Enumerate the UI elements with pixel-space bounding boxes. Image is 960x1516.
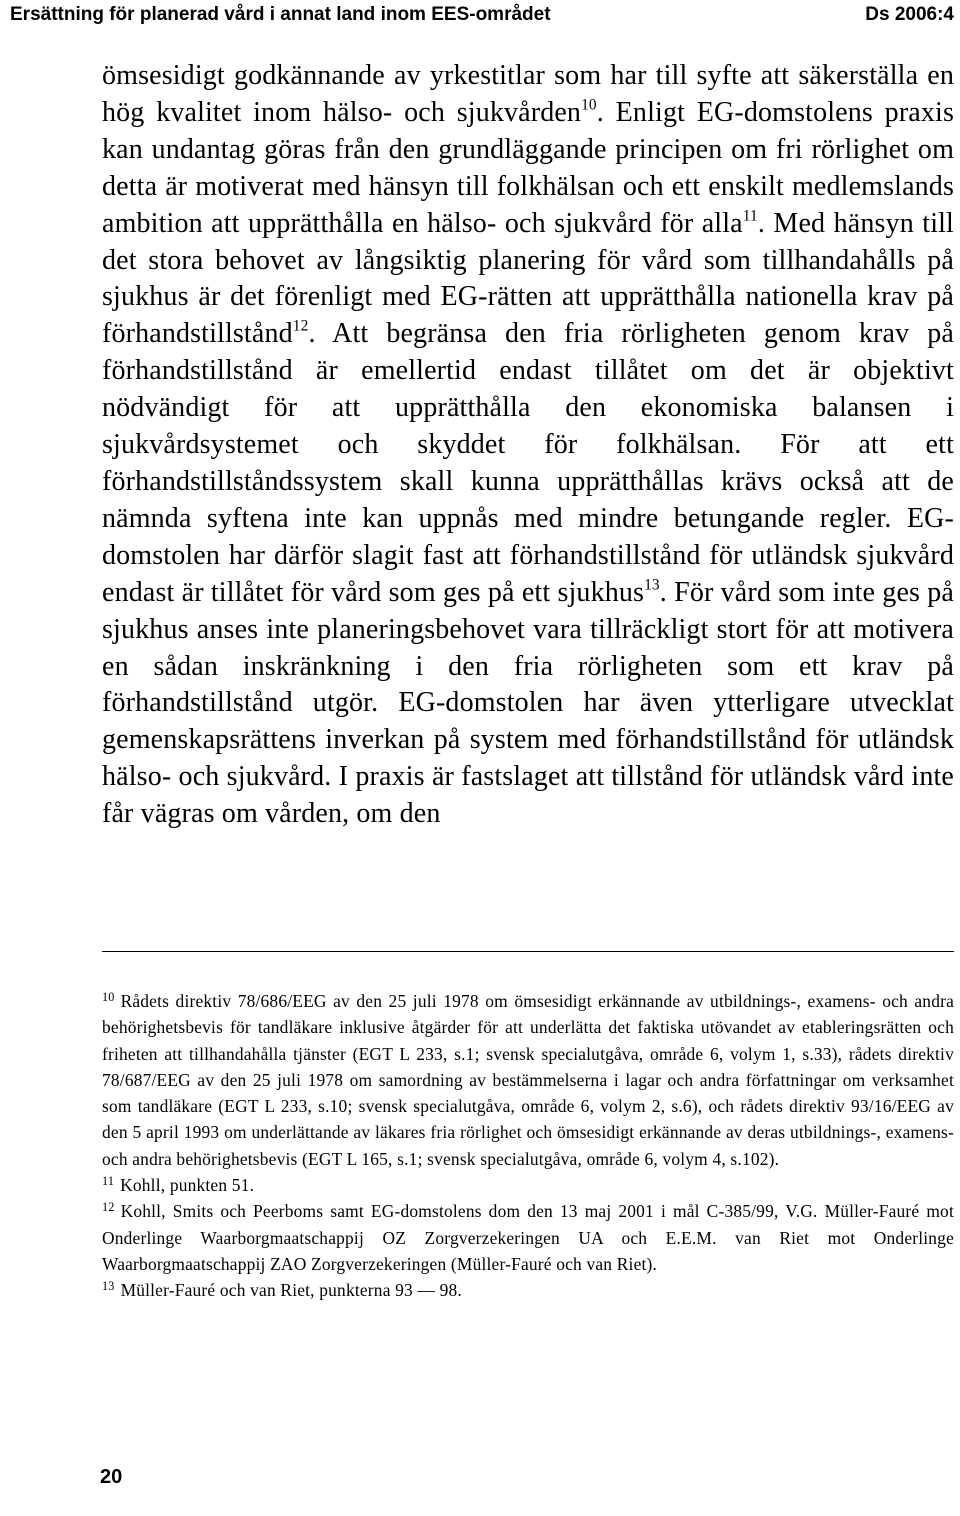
footnote-ref-12: 12 <box>292 317 309 335</box>
body-text <box>102 58 954 833</box>
footnote-ref-10: 10 <box>581 96 597 114</box>
footnote <box>102 988 954 1172</box>
footnote-number: 11 <box>102 1174 115 1188</box>
running-header <box>0 0 960 34</box>
footnote <box>102 1172 954 1198</box>
footnote-text: Müller-Fauré och van Riet, punkterna 93 — 98. <box>120 1280 462 1301</box>
footnotes <box>102 988 954 1304</box>
footnote <box>102 1277 954 1303</box>
body-paragraph: ömsesidigt godkännande av yrkestitlar som har till syfte att säkerställa en hög kvalitet inom hälso- och sjukvården$^{10}$. Enligt EG-domstolens praxis kan undantag göras från den grundläggande principen om fri rörlighet om detta är motiverat med hänsyn till folkhälsan och ett enskilt medlemslands ambition att upprätthålla en hälso- och sjukvård för alla$^{11}$. Med hänsyn till det stora behovet av långsiktig planering för vård som tillhandahålls på sjukhus är det förenligt med EG-rätten att upprätthålla nationella krav på förhandstillstånd$^{12}$. Att begränsa den fria rörligheten genom krav på förhandstillstånd är emellertid endast tillåtet om det är objektivt nödvändigt för att upprätthålla den ekonomiska balansen i sjukvårdsystemet och skyddet för folkhälsan. För att ett förhandstillståndssystem skall kunna upprätthållas krävs också att de nämnda syftena inte kan uppnås med mindre betungande regler. EG-domstolen har därför slagit fast att förhandstillstånd för utländsk sjukvård endast är tillåtet för vård som ges på ett sjukhus$^{13}$. För vård som inte ges på sjukhus anses inte planeringsbehovet vara tillräckligt stort för att motivera en sådan inskränkning i den fria rörligheten som ett krav på förhandstillstånd utgör. EG-domstolen har även ytterligare utvecklat gemenskapsrättens inverkan på system med förhandstillstånd för utländsk hälso- och sjukvård. I praxis är fastslaget att tillstånd för utländsk vård inte får vägras om vården, om den <box>102 60 954 830</box>
page-number: 20 <box>100 1466 123 1488</box>
footnote-separator <box>102 951 954 952</box>
document-id: Ds 2006:4 <box>865 4 954 25</box>
footnote-number: 12 <box>102 1200 115 1215</box>
document-section-title: Ersättning för planerad vård i annat land inom EES-området <box>10 4 551 25</box>
footnote-text: Kohll, Smits och Peerboms samt EG-domstolens dom den 13 maj 2001 i mål C-385/99, V.G. Müller-Fauré mot Onderlinge Waarborgmaatschappij OZ Zorgverzekeringen UA och E.E.M. van Riet mot Onderlinge Waarborgmaatschappij ZAO Zorgverzekeringen (Müller-Fauré och van Riet). <box>102 1201 954 1274</box>
footnote-ref-13: 13 <box>644 576 660 594</box>
footnote <box>102 1198 954 1277</box>
footnote-number: 13 <box>102 1279 115 1294</box>
footnote-text: Rådets direktiv 78/686/EEG av den 25 juli 1978 om ömsesidigt erkännande av utbildnings-, examens- och andra behörighetsbevis för tandläkare inklusive åtgärder för att underlätta det faktiska utövandet av etableringsrätten och friheten att tillhandahålla tjänster (EGT L 233, s.1; svensk specialutgåva, område 6, volym 1, s.33), rådets direktiv 78/687/EEG av den 25 juli 1978 om samordning av bestämmelserna i lagar och andra författningar om verksamhet som tandläkare (EGT L 233, s.10; svensk specialutgåva, område 6, volym 2, s.6), och rådets direktiv 93/16/EEG av den 5 april 1993 om underlättande av läkares fria rörlighet och ömsesidigt erkännande av deras utbildnings-, examens- och andra behörighetsbevis (EGT L 165, s.1; svensk specialutgåva, område 6, volym 4, s.102). <box>102 991 954 1169</box>
footnote-text: Kohll, punkten 51. <box>120 1175 255 1196</box>
footnote-number: 10 <box>102 989 115 1004</box>
footnote-ref-11: 11 <box>742 207 758 225</box>
